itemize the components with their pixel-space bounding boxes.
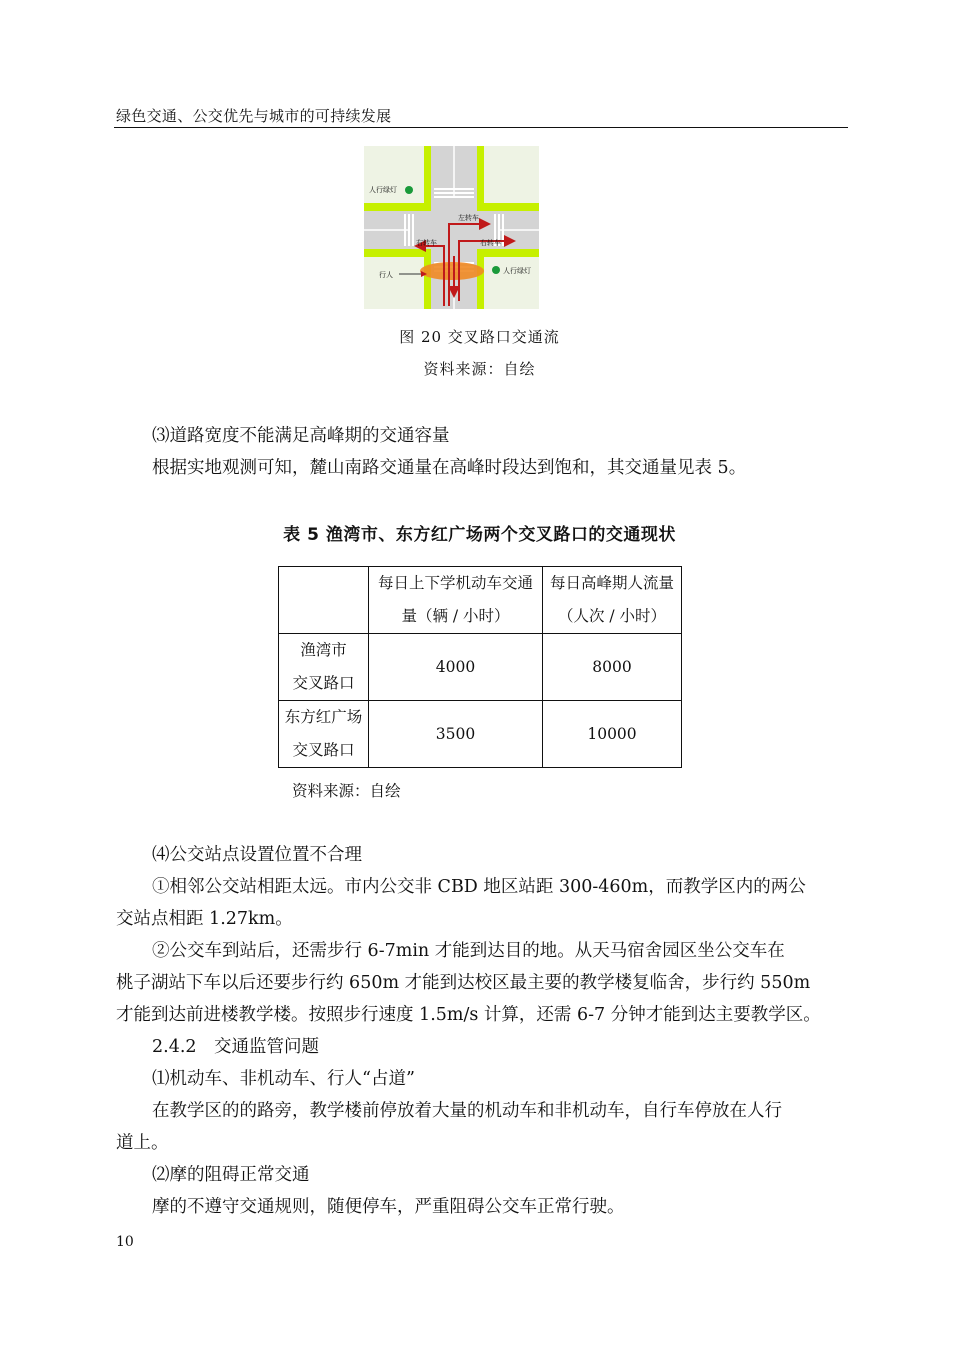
- table-header-row: [279, 567, 682, 634]
- intersection-diagram: [364, 146, 539, 309]
- page-number: 10: [116, 1234, 134, 1250]
- sub1-line2: 道上。: [116, 1133, 169, 1153]
- table-cell-value: 10000: [543, 701, 682, 768]
- label-pedestrian-light-right: 人行绿灯: [503, 267, 531, 275]
- table-cell-value: 4000: [369, 634, 543, 701]
- table-row-name: 东方红广场 交叉路口: [279, 701, 369, 768]
- traffic-table: [278, 566, 682, 768]
- label-right-turn-left: 右转车: [416, 239, 437, 247]
- section4-item2-line1: ②公交车到站后，还需步行 6-7min 才能到达目的地。从天马宿舍园区坐公交车在: [152, 941, 785, 961]
- table-cell-value: 8000: [543, 634, 682, 701]
- header-rule: [114, 127, 848, 128]
- table-row: [279, 634, 682, 701]
- label-right-turn-right: 右转车: [480, 239, 501, 247]
- label-pedestrian-light-left: 人行绿灯: [369, 186, 397, 194]
- table-header-vehicle: 每日上下学机动车交通 量（辆 / 小时）: [369, 567, 543, 634]
- figure-source: 资料来源：自绘: [423, 360, 536, 378]
- section4-item1-line1: ①相邻公交站相距太远。市内公交非 CBD 地区站距 300-460m，而教学区内的两公: [152, 877, 806, 897]
- pedestrian-signal-icon: [492, 266, 500, 274]
- sub1-line1: 在教学区的的路旁，教学楼前停放着大量的机动车和非机动车，自行车停放在人行: [152, 1101, 782, 1121]
- conflict-zone: [420, 262, 484, 280]
- sub1-heading: ⑴机动车、非机动车、行人“占道”: [152, 1069, 415, 1089]
- section4-item1-line2: 交站点相距 1.27km。: [116, 909, 293, 929]
- section4-heading: ⑷公交站点设置位置不合理: [152, 845, 362, 865]
- sub2-heading: ⑵摩的阻碍正常交通: [152, 1165, 310, 1185]
- section3-heading: ⑶道路宽度不能满足高峰期的交通容量: [152, 426, 450, 446]
- figure-caption: 图 20 交叉路口交通流: [399, 328, 560, 346]
- section242-heading: 2.4.2 交通监管问题: [152, 1037, 320, 1057]
- table-corner-cell: [279, 567, 369, 634]
- label-left-turn: 左转车: [458, 214, 479, 222]
- table-row: [279, 701, 682, 768]
- section3-body: 根据实地观测可知，麓山南路交通量在高峰时段达到饱和，其交通量见表 5。: [152, 458, 747, 478]
- intersection-figure: [364, 146, 539, 309]
- table-title: 表 5 渔湾市、东方红广场两个交叉路口的交通现状: [283, 525, 676, 545]
- table-header-pedestrian: 每日高峰期人流量 （人次 / 小时）: [543, 567, 682, 634]
- section4-item2-line2: 桃子湖站下车以后还要步行约 650m 才能到达校区最主要的教学楼复临舍，步行约 550m: [116, 973, 811, 993]
- pedestrian-signal-icon: [405, 186, 413, 194]
- sub2-body: 摩的不遵守交通规则，随便停车，严重阻碍公交车正常行驶。: [152, 1197, 625, 1217]
- table-row-name: 渔湾市 交叉路口: [279, 634, 369, 701]
- table-cell-value: 3500: [369, 701, 543, 768]
- running-header-title: 绿色交通、公交优先与城市的可持续发展: [116, 107, 392, 125]
- label-pedestrian: 行人: [379, 271, 393, 279]
- table-source: 资料来源：自绘: [292, 782, 401, 800]
- section4-item2-line3: 才能到达前进楼教学楼。按照步行速度 1.5m/s 计算，还需 6-7 分钟才能到达主要教学区。: [116, 1005, 821, 1025]
